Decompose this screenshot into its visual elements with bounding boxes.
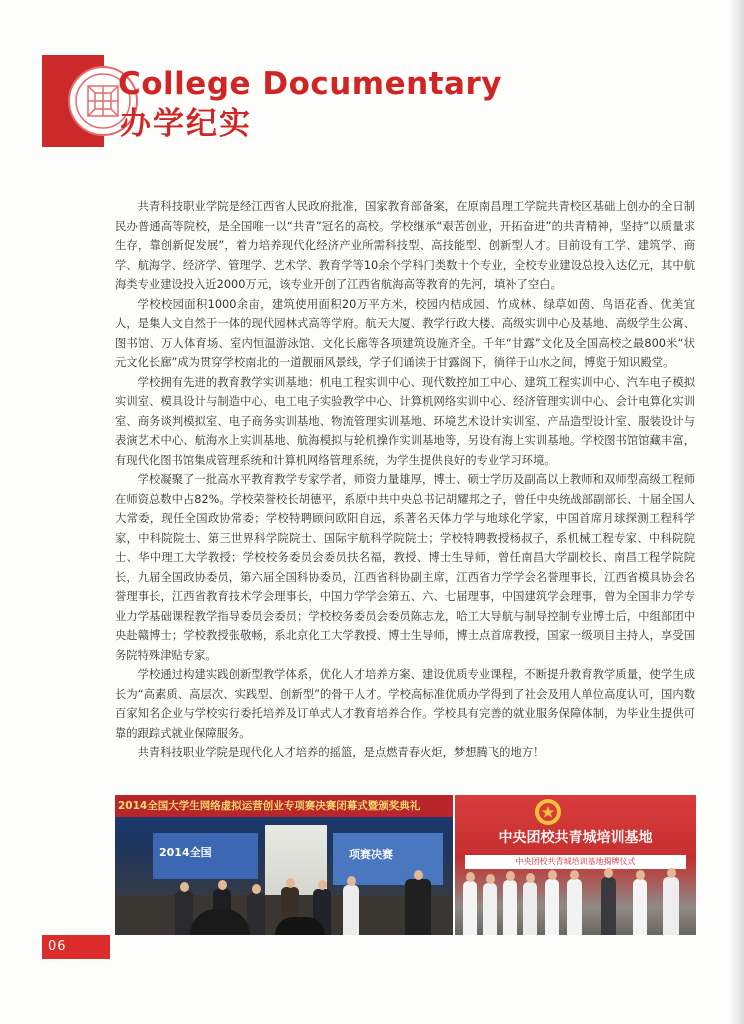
photo-award-ceremony	[115, 795, 453, 935]
paragraph-faculty: 学校凝聚了一批高水平教育教学专家学者，师资力量雄厚，博士、硕士学历及副高以上教师和双师型高级工程师在师资总数中占82%。学校荣誉校长胡德平，系原中共中央总书记胡耀邦之子，曾任中央统战部副部长、十届全国人大常委，现任全国政协常委；学校特聘顾问欧阳自远，系著名天体力学与地球化学家，中国首席月球探测工程科学家，中科院院士、第三世界科学院院士、国际宇航科学院院士；学校特聘教授杨叔子，系机械工程专家、中科院院士、华中理工大学教授；学校校务委员会委员扶名福，教授、博士生导师，曾任南昌大学副校长、南昌工程学院院长，九届全国政协委员，第六届全国科协委员，江西省科协副主席，江西省力学学会名誉理事长，江西省模具协会名誉理事长，江西省教育技术学会理事长，中国力学学会第五、六、七届理事，中国建筑学会理事，曾为全国非力学专业力学基础课程教学指导委员会委员；学校校务委员会委员陈志龙，哈工大导航与制导控制专业博士后，中组部团中央赴赣博士；学校教授张敬畅，系北京化工大学教授、博士生导师，博士点首席教授，国家一级项目主持人，享受国务院特殊津贴专家。	[115, 473, 695, 662]
ceremony-person	[523, 882, 537, 935]
audience-head	[275, 917, 325, 935]
training-base-subtitle: 中央团校共青城培训基地揭牌仪式	[465, 855, 686, 869]
article-body	[115, 197, 695, 763]
ceremony-screen-left: 2014全国	[153, 833, 258, 879]
ceremony-person	[483, 883, 497, 935]
ceremony-banner: 2014全国大学生网络虚拟运营创业专项赛决赛闭幕式暨颁奖典礼	[115, 795, 453, 817]
ceremony-person	[633, 879, 647, 935]
ceremony-person	[545, 879, 559, 935]
ceremony-person	[601, 877, 616, 935]
ceremony-person	[663, 877, 679, 935]
paragraph-intro: 共青科技职业学院是经江西省人民政府批准，国家教育部备案，在原南昌理工学院共青校区基础上创办的全日制民办普通高等院校，是全国唯一以“共青”冠名的高校。学校继承“艰苦创业，开拓奋进”的共青精神，坚持“以质量求生存，靠创新促发展”，着力培养现代化经济产业所需科技型、高技能型、创新型人才。目前设有工学、建筑学、商学、航海学、经济学、管理学、艺术学、教育学等10余个学科门类数十个专业，全校专业建设总投入达亿元，其中航海类专业建设投入近2000万元，该专业开创了江西省航海高等教育的先河，填补了空白。	[115, 200, 695, 291]
ceremony-person	[463, 881, 477, 935]
league-emblem-icon	[533, 797, 563, 827]
paragraph-teaching: 学校通过构建实践创新型教学体系，优化人才培养方案、建设优质专业课程，不断提升教育教学质量，使学生成长为“高素质、高层次、实践型、创新型”的骨干人才。学校高标准优质办学得到了社会及用人单位高度认可，国内数百家知名企业与学校实行委托培养及订单式人才教育培养合作。学校具有完善的就业服务保障体制，为毕业生提供可靠的跟踪式就业保障服务。	[115, 668, 695, 740]
photo-training-base-ceremony	[455, 795, 696, 935]
ceremony-person	[503, 880, 517, 935]
page-title-chinese: 办学纪实	[120, 106, 252, 142]
paragraph-campus: 学校校园面积1000余亩，建筑使用面积20万平方米，校园内桔成园、竹成林、绿草如茵、鸟语花香、优美宜人，是集人文自然于一体的现代园林式高等学府。航天大厦、教学行政大楼、高级实训中心及基地、高级学生公寓、图书馆、万人体育场、室内恒温游泳馆、文化长廊等各项建筑设施齐全。千年“甘露”文化及全国高校之最800米“状元文化长廊”成为贯穿学校南北的一道靓丽风景线，学子们诵读于甘露阁下，徜徉于山水之间，博览于知识殿堂。	[115, 297, 695, 369]
page-title-english: College Documentary	[118, 66, 502, 102]
training-base-banner: 中央团校共青城培训基地	[498, 830, 653, 846]
paragraph-closing: 共青科技职业学院是现代化人才培养的摇篮，是点燃青春火炬，梦想腾飞的地方！	[137, 746, 545, 759]
paragraph-facilities: 学校拥有先进的教育教学实训基地：机电工程实训中心、现代数控加工中心、建筑工程实训中心、汽车电子模拟实训室、模具设计与制造中心、电工电子实验教学中心、计算机网络实训中心、经济管理实训中心、会计电算化实训室、商务谈判模拟室、电子商务实训基地、物流管理实训基地、环境艺术设计实训室、产品造型设计室、服装设计与表演艺术中心、航海水上实训基地、航海模拟与轮机操作实训基地等，另设有海上实训基地。学校图书馆馆藏丰富，有现代化图书馆集成管理系统和计算机网络管理系统，为学生提供良好的专业学习环境。	[115, 375, 695, 467]
page-number: 06	[48, 939, 67, 954]
award-person	[343, 885, 359, 935]
page-edge-shadow	[728, 0, 744, 1024]
photographer	[405, 879, 431, 935]
ceremony-screen-right: 项赛决赛	[333, 833, 443, 885]
award-person	[247, 893, 265, 935]
ceremony-person	[567, 879, 582, 935]
